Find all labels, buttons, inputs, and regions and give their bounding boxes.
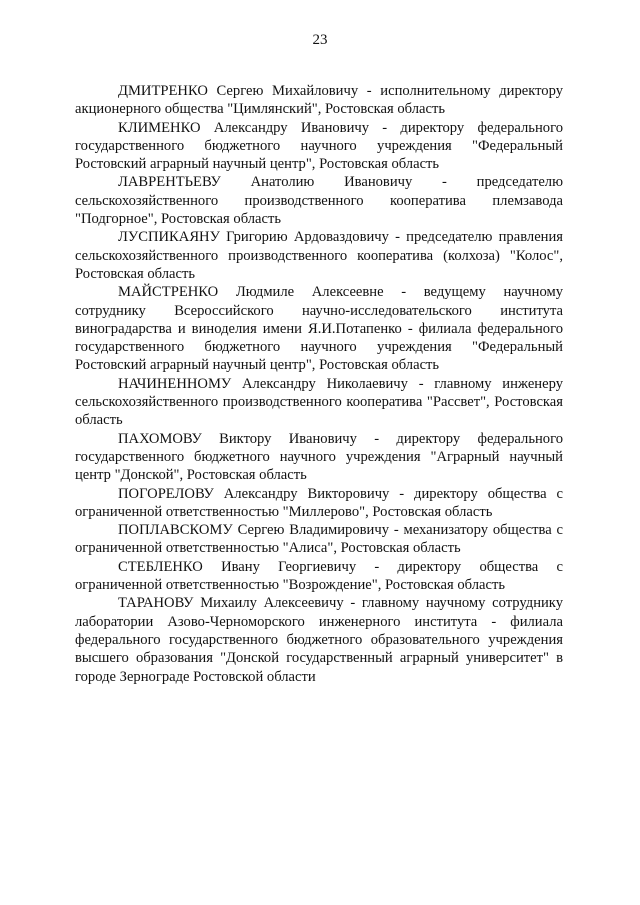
list-item: КЛИМЕНКО Александру Ивановичу - директору федерального государственного бюджетного научного учреждения "Федеральный Ростовский аграрный научный центр", Ростовская область [75, 119, 563, 173]
page-number: 23 [312, 32, 328, 48]
list-item: ЛУСПИКАЯНУ Григорию Ардоваздовичу - председателю правления сельскохозяйственного производственного кооператива (колхоза) "Колос", Ростовская область [75, 229, 563, 282]
list-item: СТЕБЛЕНКО Ивану Георгиевичу - директору общества с ограниченной ответственностью "Возрождение", Ростовская область [75, 558, 563, 594]
list-item: ПАХОМОВУ Виктору Ивановичу - директору федерального государственного бюджетного научного учреждения "Аграрный научный центр "Донской", Ростовская область [75, 430, 563, 484]
list-item: НАЧИНЕННОМУ Александру Николаевичу - главному инженеру сельскохозяйственного производственного кооператива "Рассвет", Ростовская область [75, 375, 563, 429]
list-item: ПОГОРЕЛОВУ Александру Викторовичу - директору общества с ограниченной ответственностью "Миллерово", Ростовская область [75, 485, 563, 520]
list-item: МАЙСТРЕНКО Людмиле Алексеевне - ведущему научному сотруднику Всероссийского научно-исследовательского института виноградарства и виноделия имени Я.И.Потапенко - филиала федерального государственного бюджетного научного учреждения "Федеральный Ростовский аграрный научный центр", Ростовская область [75, 284, 563, 374]
list-item: ТАРАНОВУ Михаилу Алексеевичу - главному научному сотруднику лаборатории Азово-Черноморского инженерного института - филиала федерального государственного бюджетного образовательного учреждения высшего образования "Донской государственный аграрный университет" в городе Зернограде Ростовской области [75, 595, 563, 685]
award-list [75, 82, 563, 686]
list-item: ПОПЛАВСКОМУ Сергею Владимировичу - механизатору общества с ограниченной ответственностью "Алиса", Ростовская область [75, 522, 563, 557]
list-item: ДМИТРЕНКО Сергею Михайловичу - исполнительному директору акционерного общества "Цимлянский", Ростовская область [75, 83, 563, 118]
list-item: ЛАВРЕНТЬЕВУ Анатолию Ивановичу - председателю сельскохозяйственного производственного кооператива племзавода "Подгорное", Ростовская область [75, 174, 563, 228]
